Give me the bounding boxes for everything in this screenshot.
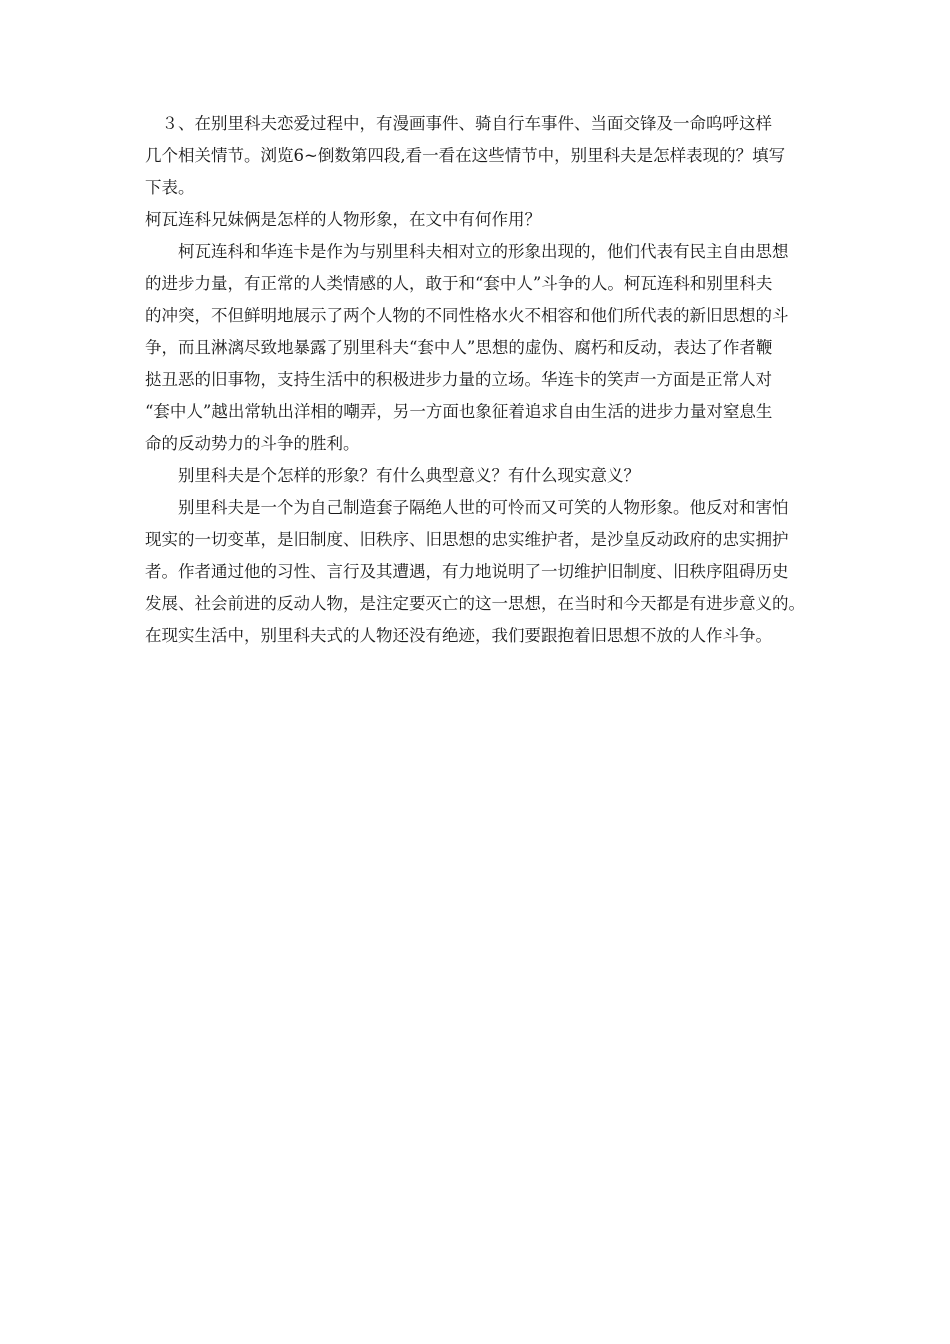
document-body [145, 108, 817, 652]
kovalenko-answer-line-6: “套中人”越出常轨出洋相的嘲弄，另一方面也象征着追求自由生活的进步力量对窒息生 [145, 402, 773, 421]
kovalenko-answer-line-4: 争，而且淋漓尽致地暴露了别里科夫“套中人”思想的虚伪、腐朽和反动，表达了作者鞭 [145, 338, 773, 357]
kovalenko-answer-line-3: 的冲突，不但鲜明地展示了两个人物的不同性格水火不相容和他们所代表的新旧思想的斗 [145, 306, 789, 325]
belikov-answer-line-3: 者。作者通过他的习性、言行及其遭遇，有力地说明了一切维护旧制度、旧秩序阻碍历史 [145, 562, 789, 581]
belikov-answer-line-5: 在现实生活中，别里科夫式的人物还没有绝迹，我们要跟抱着旧思想不放的人作斗争。 [145, 626, 772, 645]
kovalenko-answer-line-1: 柯瓦连科和华连卡是作为与别里科夫相对立的形象出现的，他们代表有民主自由思想 [145, 242, 789, 261]
belikov-question: 别里科夫是个怎样的形象？有什么典型意义？有什么现实意义？ [145, 466, 640, 485]
question-3-line-1: ３、在别里科夫恋爱过程中，有漫画事件、骑自行车事件、当面交锋及一命呜呼这样 [145, 114, 772, 133]
question-3-line-2: 几个相关情节。浏览6~倒数第四段,看一看在这些情节中，别里科夫是怎样表现的？填写 [145, 146, 786, 165]
belikov-answer-line-4: 发展、社会前进的反动人物，是注定要灭亡的这一思想，在当时和今天都是有进步意义的。 [145, 594, 805, 613]
question-3-line-3: 下表。 [145, 178, 195, 197]
kovalenko-answer-line-2: 的进步力量，有正常的人类情感的人，敢于和“套中人”斗争的人。柯瓦连科和别里科夫 [145, 274, 773, 293]
belikov-answer-line-2: 现实的一切变革，是旧制度、旧秩序、旧思想的忠实维护者，是沙皇反动政府的忠实拥护 [145, 530, 789, 549]
kovalenko-question: 柯瓦连科兄妹俩是怎样的人物形象，在文中有何作用？ [145, 210, 541, 229]
belikov-answer-line-1: 别里科夫是一个为自己制造套子隔绝人世的可怜而又可笑的人物形象。他反对和害怕 [145, 498, 789, 517]
kovalenko-answer-line-5: 挞丑恶的旧事物，支持生活中的积极进步力量的立场。华连卡的笑声一方面是正常人对 [145, 370, 772, 389]
kovalenko-answer-line-7: 命的反动势力的斗争的胜利。 [145, 434, 360, 453]
